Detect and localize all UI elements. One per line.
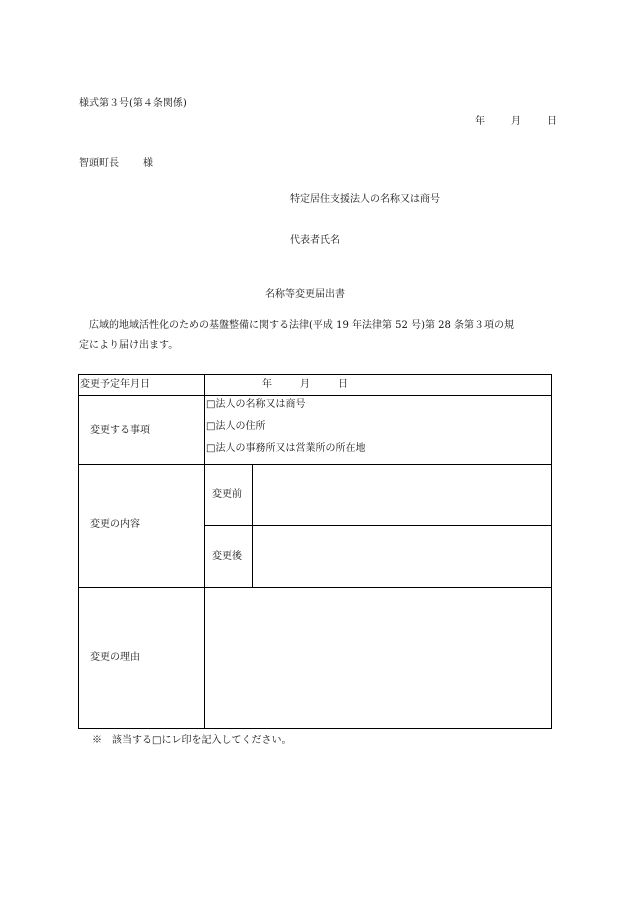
year-label: 年: [475, 116, 485, 127]
option-office-location[interactable]: □法人の事務所又は営業所の所在地: [206, 443, 366, 454]
before-label: 変更前: [212, 489, 242, 500]
document-title: 名称等変更届出書: [265, 289, 345, 300]
corp-name-label: 特定居住支援法人の名称又は商号: [290, 194, 440, 205]
addressee-honorific: 様: [143, 158, 153, 169]
change-date-label: 変更予定年月日: [80, 379, 150, 390]
addressee-name: 智頭町長: [79, 158, 119, 169]
change-item-label: 変更する事項: [90, 425, 150, 436]
form-number: 様式第３号(第４条関係): [79, 98, 187, 109]
body-paragraph: [79, 316, 551, 356]
body-line-2: 定により届け出ます。: [79, 340, 179, 351]
addressee: [79, 158, 153, 170]
before-value-field[interactable]: [253, 465, 551, 525]
change-reason-field[interactable]: [205, 588, 551, 728]
after-value-field[interactable]: [253, 526, 551, 587]
change-month-label: 月: [300, 379, 310, 390]
change-date-value[interactable]: [262, 379, 348, 391]
representative-label: 代表者氏名: [290, 235, 340, 246]
date-header: [475, 116, 557, 128]
footnote: ※ 該当する□にレ印を記入してください。: [92, 735, 292, 746]
month-label: 月: [511, 116, 521, 127]
after-label: 変更後: [212, 551, 242, 562]
body-line-1: 広域的地域活性化のための基盤整備に関する法律(平成 19 年法律第 52 号)第 28 条第３項の規: [89, 320, 515, 331]
option-address[interactable]: □法人の住所: [206, 421, 266, 432]
change-reason-label: 変更の理由: [90, 652, 140, 663]
change-content-label: 変更の内容: [90, 519, 140, 530]
day-label: 日: [547, 116, 557, 127]
change-day-label: 日: [338, 379, 348, 390]
change-year-label: 年: [262, 379, 272, 390]
option-corp-name[interactable]: □法人の名称又は商号: [206, 399, 306, 410]
